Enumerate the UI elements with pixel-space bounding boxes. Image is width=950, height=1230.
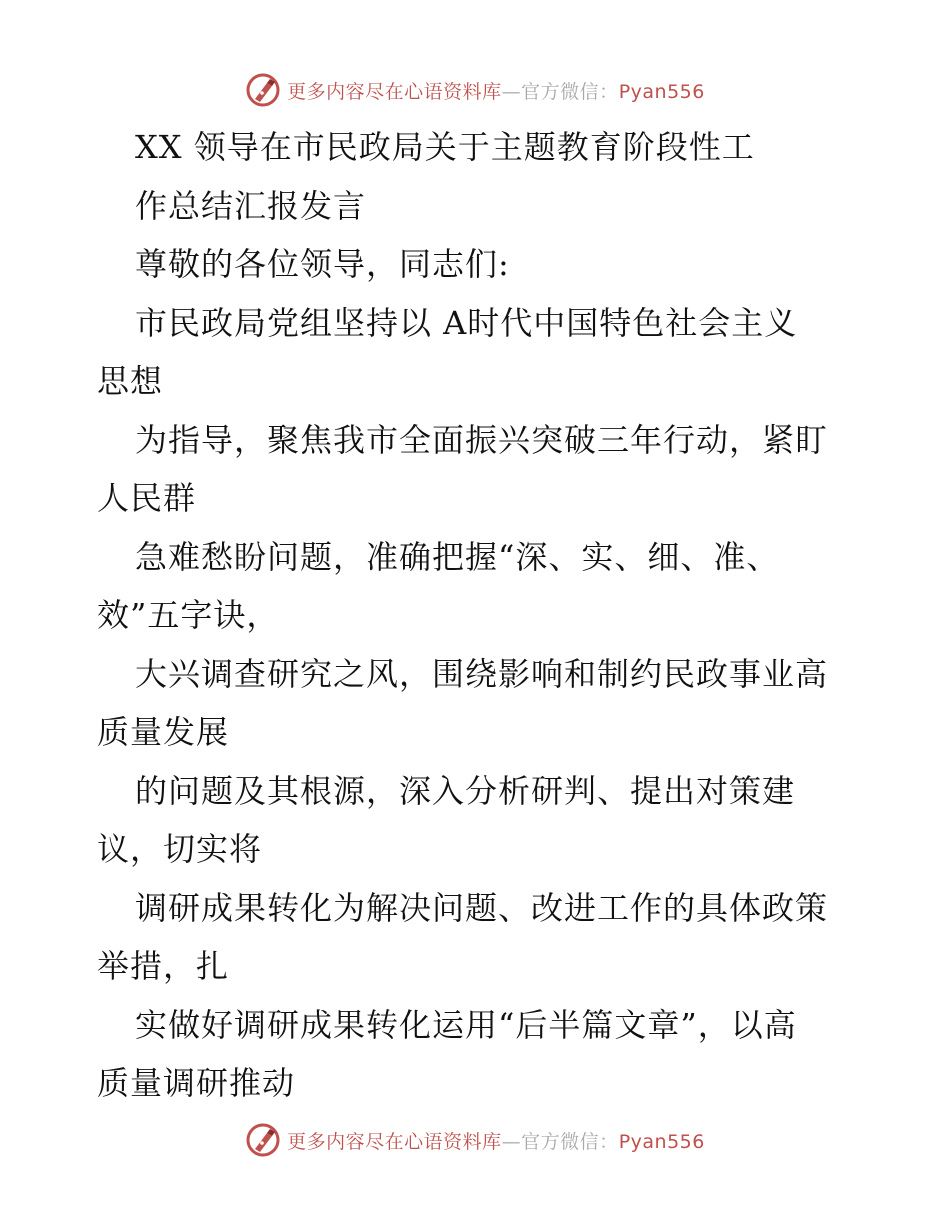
paragraph-line: 人民群 — [97, 479, 197, 517]
watermark-suffix: 官方微信： — [521, 80, 619, 103]
watermark-header — [0, 70, 950, 110]
watermark-wechat-id: Pyan556 — [618, 1130, 705, 1153]
title-line-2: 作总结汇报发言 — [135, 186, 367, 225]
paragraph-line: 市民政局党组坚持以 A时代中国特色社会主义 — [135, 303, 798, 342]
watermark-text — [287, 77, 705, 104]
watermark-wechat-id: Pyan556 — [618, 80, 705, 103]
watermark-main-text: 更多内容尽在心语资料库 — [287, 80, 502, 103]
watermark-main-text: 更多内容尽在心语资料库 — [287, 1130, 502, 1153]
paragraph-line: 质量调研推动 — [97, 1064, 296, 1102]
watermark-suffix: 官方微信： — [521, 1130, 619, 1153]
paragraph-line: 效”五字诀， — [97, 596, 280, 634]
watermark-footer — [0, 1120, 950, 1160]
watermark-dash: — — [501, 80, 522, 103]
document-body — [97, 118, 867, 1113]
salutation: 尊敬的各位领导，同志们: — [135, 245, 510, 283]
watermark-dash: — — [501, 1130, 522, 1153]
paragraph-line: 思想 — [97, 362, 164, 400]
title-line-1: XX 领导在市民政局关于主题教育阶段性工 — [135, 128, 755, 166]
pen-nib-logo-icon — [245, 1122, 281, 1158]
paragraph-line: 调研成果转化为解决问题、改进工作的具体政策 — [135, 888, 829, 927]
paragraph-line: 急难愁盼问题，准确把握“深、实、细、准、 — [135, 537, 780, 576]
paragraph-line: 质量发展 — [97, 713, 230, 751]
paragraph-line: 议，切实将 — [97, 830, 263, 868]
paragraph-line: 的问题及其根源，深入分析研判、提出对策建 — [135, 771, 796, 810]
pen-nib-logo-icon — [245, 72, 281, 108]
paragraph-line: 大兴调查研究之风，围绕影响和制约民政事业高 — [135, 654, 829, 693]
watermark-text — [287, 1127, 705, 1154]
paragraph-line: 实做好调研成果转化运用“后半篇文章”，以高 — [135, 1005, 797, 1044]
paragraph-line: 为指导，聚焦我市全面振兴突破三年行动，紧盯 — [135, 420, 829, 459]
paragraph-line: 举措，扎 — [97, 947, 230, 985]
